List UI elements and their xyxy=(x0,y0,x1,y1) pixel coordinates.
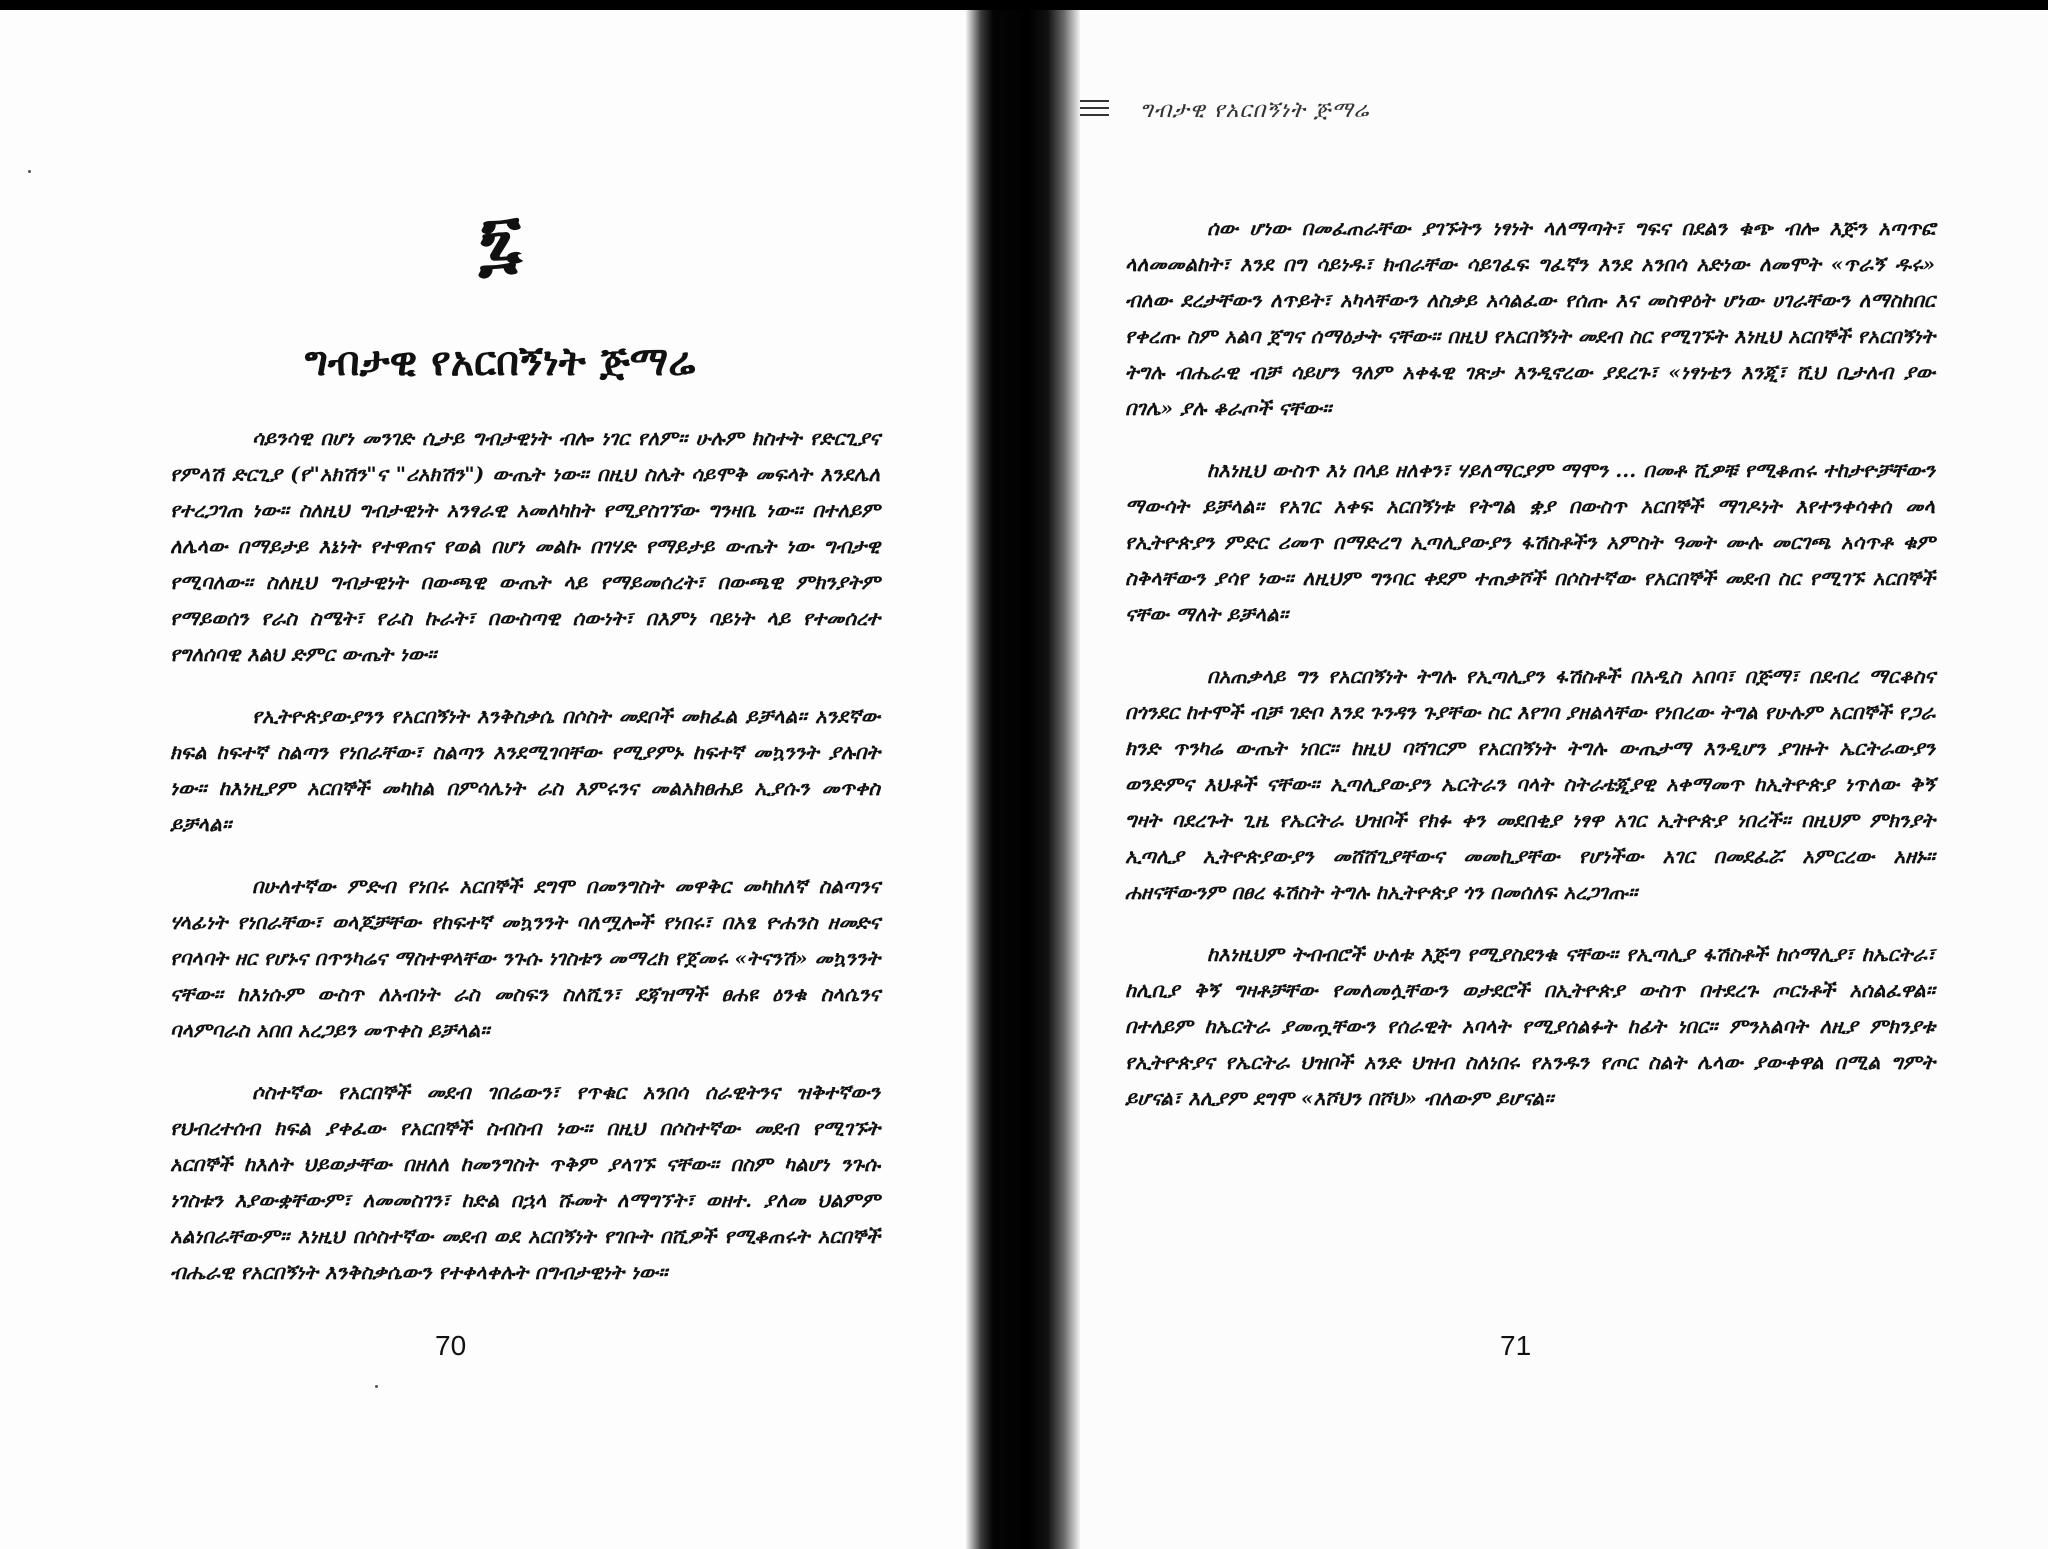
paragraph: ከእነዚህ ውስጥ እነ በላይ ዘለቀን፣ ሃይለማርያም ማሞን ... በመቶ ሺዎቹ የሚቆጠሩ ተከታዮቻቸውን ማውሳት ይቻላል። የአገር አቀፍ አርበኝነቱ የትግል ቋያ በውስጥ አርበኞች ማገዶነት እየተንቀሳቀሰ መላ የኢትዮጵያን ምድር ሪመጥ በማድረግ ኢጣሊያውያን ፋሽስቶችን አምስት ዓመት ሙሉ መርገጫ አሳጥቶ ቁም ስቅላቸውን ያሳየ ነው። ለዚህም ግንባር ቀደም ተጠቃሾች በሶስተኛው የአርበኞች መደብ ስር የሚገኙ አርበኞች ናቸው ማለት ይቻላል። xyxy=(1125,458,1935,626)
page-number-right: 71 xyxy=(1500,1330,1532,1361)
book-spine-gutter xyxy=(965,10,1080,1549)
paragraph: ሶስተኛው የአርበኞች መደብ ገበሬውን፣ የጥቁር አንበሳ ሰራዊትንና ዝቅተኛውን የህብረተሰብ ክፍል ያቀፈው የአርበኞች ስብስብ ነው። በዚህ በሶስተኛው መደብ የሚገኙት አርበኞች ከእለት ህይወታቸው በዘለለ ከመንግስት ጥቅም ያላገኙ ናቸው። በስም ካልሆነ ንጉሱ ነገስቱን እያውቋቸውም፣ ለመመስገን፣ ከድል በኋላ ሹመት ለማግኘት፣ ወዘተ. ያለመ ህልምም አልነበራቸውም። እነዚህ በሶስተኛው መደብ ወደ አርበኝነት የገቡት በሺዎች የሚቆጠሩት አርበኞች ብሔራዊ የአርበኝነት እንቅስቃሴውን የተቀላቀሉት በግብታዊነት ነው። xyxy=(170,1080,880,1284)
right-page-body xyxy=(1125,210,1935,1142)
paragraph: በአጠቃላይ ግን የአርበኝነት ትግሉ የኢጣሊያን ፋሽስቶች በአዲስ አበባ፣ በጅማ፣ በደብረ ማርቆስና በጎንደር ከተሞች ብቻ ገድቦ እንደ ጉንዳን ጉያቸው ስር እየገባ ያዘልላቸው የነበረው ትግል የሁሉም አርበኞች የጋራ ክንድ ጥንካሬ ውጤት ነበር። ከዚህ ባሻገርም የአርበኝነት ትግሉ ውጤታማ እንዲሆን ያገዙት ኤርትራውያን ወንድምና እህቶች ናቸው። ኢጣሊያውያን ኤርትራን ባላት ስትራቴጂያዊ አቀማመጥ ከኢትዮጵያ ነጥለው ቅኝ ግዛት ባደረጉት ጊዜ የኤርትራ ህዝቦች የክፉ ቀን መደበቂያ ነፃዋ አገር ኢትዮጵያ ነበረች። በዚህም ምክንያት ኢጣሊያ ኢትዮጵያውያን መሸሸጊያቸውና መመኪያቸው የሆነችው አገር በመደፈሯ አምርረው አዘኑ። ሐዘናቸውንም በፀረ ፋሽስት ትግሉ ከኢትዮጵያ ጎን በመሰለፍ አረጋገጡ። xyxy=(1125,664,1935,904)
paragraph: ከእነዚህም ትብብሮች ሁለቱ እጅግ የሚያስደንቁ ናቸው። የኢጣሊያ ፋሽስቶች ከሶማሊያ፣ ከኤርትራ፣ ከሊቢያ ቅኝ ግዛቶቻቸው የመለመሏቸውን ወታደሮች በኢትዮጵያ ውስጥ በተደረጉ ጦርነቶች አሰልፈዋል። በተለይም ከኤርትራ ያመጧቸውን የሰራዊት አባላት የሚያሰልፉት ከፊት ነበር። ምንአልባት ለዚያ ምክንያቱ የኢትዮጵያና የኤርትራ ህዝቦች አንድ ህዝብ ስለነበሩ የአንዱን የጦር ስልት ሌላው ያውቀዋል በሚል ግምት ይሆናል፣ እሊያም ደግሞ «እሾህን በሾህ» ብለውም ይሆናል። xyxy=(1125,942,1935,1110)
paragraph: ሰው ሆነው በመፈጠራቸው ያገኙትን ነፃነት ላለማጣት፣ ግፍና በደልን ቁጭ ብሎ እጅን አጣጥፎ ላለመመልከት፣ እንደ በግ ሳይነዱ፣ ክብራቸው ሳይገፈፍ ግፈኛን እንደ አንበሳ አድነው ለመሞት «ጥራኝ ዱሩ» ብለው ደረታቸውን ለጥይት፣ አካላቸውን ለስቃይ አሳልፈው የሰጡ እና መስዋዕት ሆነው ሀገራቸውን ለማስከበር የቀረጡ ስም አልባ ጀግና ሰማዕታት ናቸው። በዚህ የአርበኝነት መደብ ስር የሚገኙት እነዚህ አርበኞች የአርበኝነት ትግሉ ብሔራዊ ብቻ ሳይሆን ዓለም አቀፋዊ ገጽታ እንዲኖረው ያደረጉ፣ «ነፃነቴን እንጂ፣ ሺህ ቢታለብ ያው በገሌ» ያሉ ቆራጦች ናቸው። xyxy=(1125,216,1935,420)
chapter-title: ግብታዊ የአርበኝነት ጅማሬ xyxy=(304,338,696,385)
paragraph: የኢትዮጵያውያንን የአርበኝነት እንቅስቃሴ በሶስት መደቦች መክፈል ይቻላል። አንደኛው ክፍል ከፍተኛ ስልጣን የነበራቸው፣ ስልጣን እንደሚገባቸው የሚያምኑ ከፍተኛ መኳንንት ያሉበት ነው። ከእነዚያም አርበኞች መካከል በምሳሌነት ራስ እምሩንና መልአክፀሐይ ኢያሱን መጥቀስ ይቻላል። xyxy=(170,704,880,836)
left-page-body xyxy=(170,420,880,1316)
scan-speck xyxy=(28,170,31,173)
scan-top-edge xyxy=(0,0,2048,10)
paragraph: በሁለተኛው ምድብ የነበሩ አርበኞች ደግሞ በመንግስት መዋቅር መካከለኛ ስልጣንና ሃላፊነት የነበራቸው፣ ወላጆቻቸው የከፍተኛ መኳንንት ባለሟሎች የነበሩ፣ በአፄ ዮሐንስ ዘመድና የባላባት ዘር የሆኑና በጥንካሬና ማስተዋላቸው ንጉሱ ነገስቱን መማረክ የጀመሩ «ትናንሽ» መኳንንት ናቸው። ከእነሱም ውስጥ ለአብነት ራስ መስፍን ስለሺን፣ ደጃዝማች ፀሐዩ ዕንቁ ስላሴንና ባላምባራስ አበበ አረጋይን መጥቀስ ይቻላል። xyxy=(170,874,880,1042)
running-header: ግብታዊ የአርበኝነት ጅማሬ xyxy=(1140,98,1370,123)
paragraph: ሳይንሳዊ በሆነ መንገድ ሲታይ ግብታዊነት ብሎ ነገር የለም። ሁሉም ክስተት የድርጊያና የምላሽ ድርጊያ (የ"አክሽን"ና "ሪአክሽን") ውጤት ነው። በዚህ ስሌት ሳይሞቅ መፍላት እንደሌለ የተረጋገጠ ነው። ስለዚህ ግብታዊነት አንፃራዊ አመለካከት የሚያስገኘው ግንዛቤ ነው። በተለይም ለሌላው በማይታይ እኔነት የተዋጠና የወል በሆነ መልኩ በገሃድ የማይታይ ውጤት ነው ግብታዊ የሚባለው። ስለዚህ ግብታዊነት በውጫዊ ውጤት ላይ የማይመሰረት፣ በውጫዊ ምክንያትም የማይወሰን የራስ ስሜት፣ የራስ ኩራት፣ በውስጣዊ ሰውነት፣ በእምነ ባይነት ላይ የተመሰረተ የግለሰባዊ እልህ ድምር ውጤት ነው። xyxy=(170,426,881,666)
chapter-number: ፯ xyxy=(478,198,522,283)
page-number-left: 70 xyxy=(435,1330,467,1361)
right-page xyxy=(985,10,2048,1549)
left-page xyxy=(0,10,985,1549)
scan-speck xyxy=(375,1385,378,1388)
